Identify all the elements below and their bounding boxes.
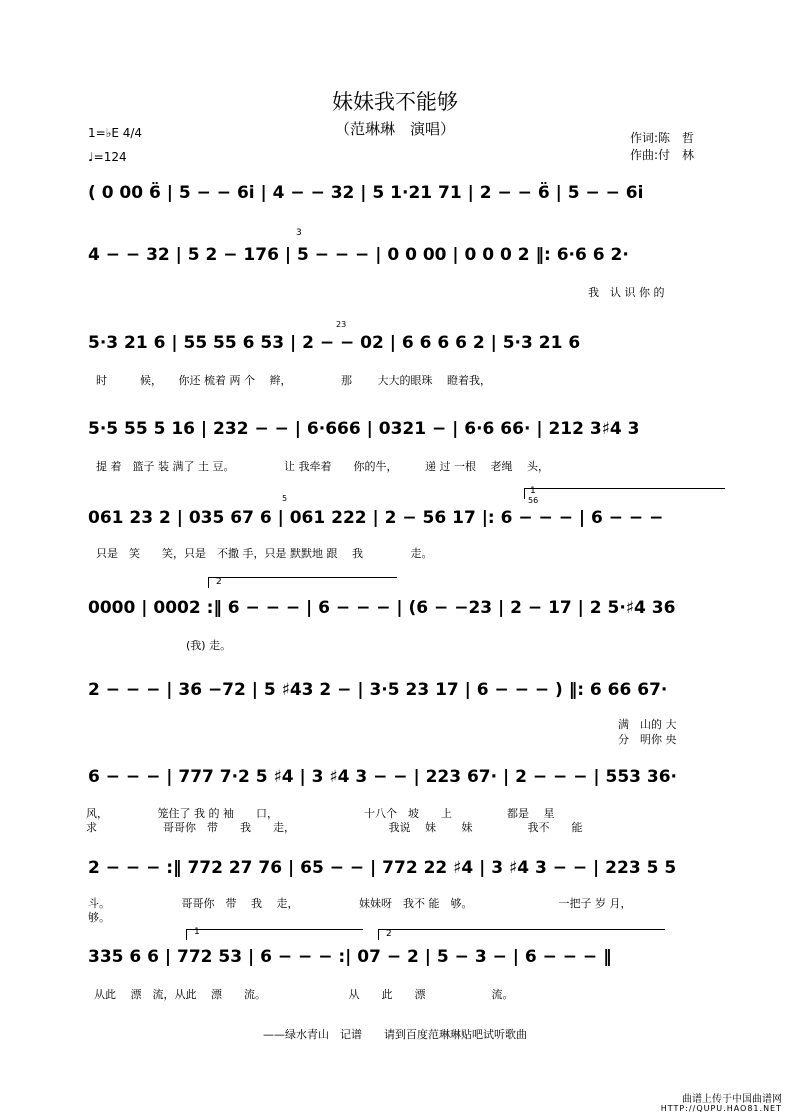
lyric-line: 分 明你 央 <box>618 733 677 746</box>
triplet-mark: 3 <box>296 228 302 238</box>
notation-line: 0000 | 0002 :‖ 6 − − − | 6 − − − | (6 − −23 | 2 − 17 | 2 5·♯4 36 <box>88 598 676 618</box>
lyric-line: 提 着 篮子 装 满了 土 豆。 让 我牵着 你的牛， 递 过 一根 老绳 头， <box>96 460 549 473</box>
grace-note-mark: 56 <box>528 496 539 505</box>
volta-number: 1 <box>194 927 200 937</box>
notation-line: 4 − − 32 | 5 2 − 176 | 5 − − − | 0 0 00 | 0 0 0 2 ‖: 6·6 6 2· <box>88 245 629 265</box>
song-title: 妹妹我不能够 <box>332 90 458 114</box>
lyric-line: 风， 笼住了 我 的 袖 口， 十八个 坡 上 都是 星 <box>86 807 555 820</box>
notation-line: ( 0 00 6̈ | 5 − − 6i | 4 − − 32 | 5 1·21 71 | 2 − − 6̈ | 5 − − 6i <box>88 183 644 203</box>
composer-credit: 作曲:付 林 <box>630 148 695 162</box>
performer-subtitle: （范琳琳 演唱） <box>334 120 455 138</box>
notation-line: 335 6 6 | 772 53 | 6 − − − :| 07 − 2 | 5 − 3 − | 6 − − − ‖ <box>88 947 612 967</box>
notation-line: 5·5 55 5 16 | 232 − − | 6·666 | 0321 − | 6·6 66· | 212 3♯4 3 <box>88 419 640 439</box>
score-row-8 <box>88 762 728 792</box>
score-row-7 <box>88 675 728 705</box>
lyric-line: (我) 走。 <box>186 639 232 652</box>
score-row-2 <box>88 240 728 270</box>
notation-line: 2 − − − | 36 −72 | 5 ♯43 2 − | 3·5 23 17 | 6 − − − ) ‖: 6 66 67· <box>88 680 668 700</box>
lyric-line: 从此 漂 流，从此 漂 流。 从 此 漂 流。 <box>94 988 514 1001</box>
site-url: HTTP://QUPU.HAO81.NET <box>660 1104 782 1113</box>
volta-bracket-2b <box>378 929 665 940</box>
score-row-5 <box>88 503 728 533</box>
lyric-line: 只是 笑 笑，只是 不撒 手，只是 默默地 跟 我 走。 <box>96 547 433 560</box>
score-row-10 <box>88 942 728 972</box>
score-row-1 <box>88 178 728 208</box>
volta-bracket-1 <box>524 488 725 499</box>
volta-number: 2 <box>386 929 392 939</box>
lyric-line: 时 候， 你还 梳着 两 个 辫， 那 大大的眼珠 瞪着我， <box>96 374 491 387</box>
tempo-marking: ♩=124 <box>88 150 127 164</box>
score-row-3 <box>88 328 728 358</box>
transcriber-note: ——绿水青山 记谱 请到百度范琳琳贴吧试听歌曲 <box>263 1028 527 1041</box>
key-signature: 1=♭E 4/4 <box>88 126 143 140</box>
grace-note-mark: 5 <box>282 494 288 503</box>
lyricist-credit: 作词:陈 哲 <box>630 131 695 145</box>
volta-bracket-2 <box>208 577 397 588</box>
grace-note-mark: 23 <box>336 320 347 329</box>
volta-number: 2 <box>216 577 222 587</box>
lyric-line: 够。 <box>88 911 110 924</box>
notation-line: 5·3 21 6 | 55 55 6 53 | 2 − − 02 | 6 6 6 6 2 | 5·3 21 6 <box>88 333 581 353</box>
volta-bracket-1b <box>186 929 363 940</box>
lyric-line: 斗。 哥哥你 带 我 走， 妹妹呀 我不 能 够。 一把子 岁 月， <box>88 897 632 910</box>
score-row-9 <box>88 853 728 883</box>
lyric-line: 我 认 识 你 的 <box>588 286 665 299</box>
notation-line: 2 − − − :‖ 772 27 76 | 65 − − | 772 22 ♯4 | 3 ♯4 3 − − | 223 5 5 <box>88 858 677 878</box>
notation-line: 6 − − − | 777 7·2 5 ♯4 | 3 ♯4 3 − − | 223 67· | 2 − − − | 553 36· <box>88 767 678 787</box>
score-row-6 <box>88 593 728 623</box>
notation-line: 061 23 2 | 035 67 6 | 061 222 | 2 − 56 17 |: 6 − − − | 6 − − − <box>88 508 664 528</box>
score-row-4 <box>88 414 728 444</box>
volta-number: 1 <box>530 486 536 496</box>
lyric-line: 满 山的 大 <box>618 718 677 731</box>
lyric-line: 求 哥哥你 带 我 走， 我说 妹 妹 我不 能 <box>86 821 583 834</box>
site-watermark: 曲谱上传于中国曲谱网 <box>682 1094 782 1105</box>
